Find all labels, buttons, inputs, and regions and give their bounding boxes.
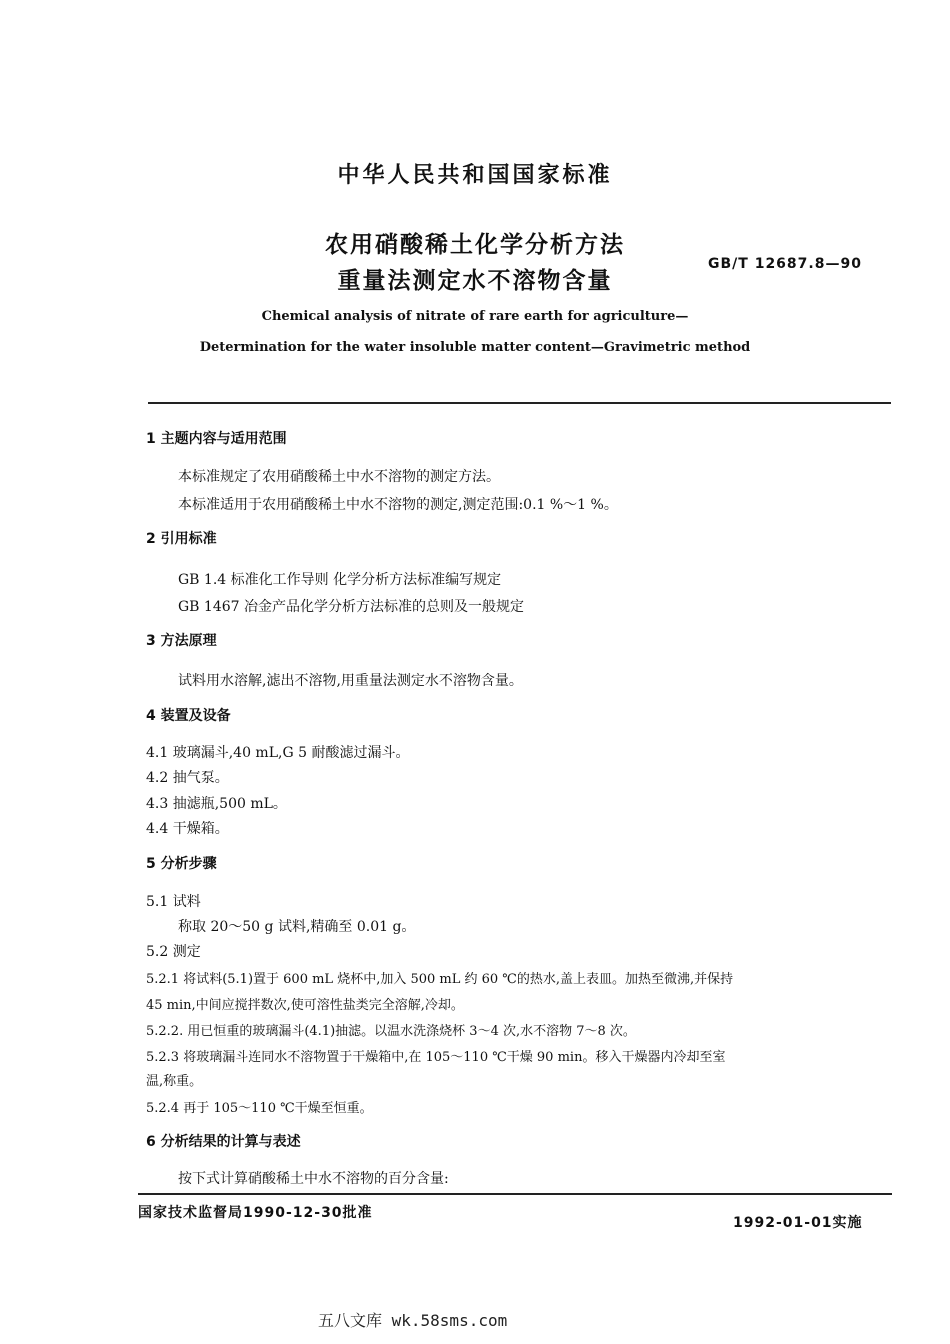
section-1-para1: 本标准规定了农用硝酸稀土中水不溶物的测定方法。 bbox=[178, 469, 500, 485]
section-5-2-4: 5.2.4 再于 105～110 ℃干燥至恒重。 bbox=[146, 1101, 373, 1116]
section-6-heading: 6 分析结果的计算与表述 bbox=[146, 1134, 301, 1150]
document-title-line1: 农用硝酸稀土化学分析方法 bbox=[325, 232, 625, 258]
standard-code: GB/T 12687.8—90 bbox=[708, 256, 862, 272]
document-title-line2: 重量法测定水不溶物含量 bbox=[337, 268, 613, 294]
header-divider bbox=[148, 402, 891, 404]
implementation-date: 1992-01-01实施 bbox=[733, 1215, 863, 1231]
section-4-item4: 4.4 干燥箱。 bbox=[146, 821, 229, 837]
section-1-para2: 本标准适用于农用硝酸稀土中水不溶物的测定,测定范围:0.1 %～1 %。 bbox=[178, 497, 618, 513]
section-6-para1: 按下式计算硝酸稀土中水不溶物的百分含量: bbox=[178, 1171, 449, 1187]
section-5-heading: 5 分析步骤 bbox=[146, 856, 217, 872]
section-5-2-3-line1: 5.2.3 将玻璃漏斗连同水不溶物置于干燥箱中,在 105～110 ℃干燥 90 min。移入干燥器内冷却至室 bbox=[146, 1050, 726, 1065]
section-4-item2: 4.2 抽气泵。 bbox=[146, 770, 229, 786]
footer-divider bbox=[138, 1193, 892, 1195]
english-title-line2: Determination for the water insoluble matter content—Gravimetric method bbox=[199, 340, 751, 355]
section-3-para1: 试料用水溶解,滤出不溶物,用重量法测定水不溶物含量。 bbox=[178, 673, 523, 689]
approval-date: 国家技术监督局1990-12-30批准 bbox=[138, 1205, 373, 1221]
section-2-heading: 2 引用标准 bbox=[146, 531, 217, 547]
section-4-item1: 4.1 玻璃漏斗,40 mL,G 5 耐酸滤过漏斗。 bbox=[146, 745, 410, 761]
section-1-heading: 1 主题内容与适用范围 bbox=[146, 431, 287, 447]
section-4-item3: 4.3 抽滤瓶,500 mL。 bbox=[146, 796, 287, 812]
section-4-heading: 4 装置及设备 bbox=[146, 708, 231, 724]
section-3-heading: 3 方法原理 bbox=[146, 633, 217, 649]
section-5-2-3-line2: 温,称重。 bbox=[146, 1074, 203, 1089]
section-5-2-heading: 5.2 测定 bbox=[146, 944, 201, 960]
section-2-ref1: GB 1.4 标准化工作导则 化学分析方法标准编写规定 bbox=[178, 572, 502, 588]
section-5-1-text: 称取 20～50 g 试料,精确至 0.01 g。 bbox=[178, 919, 416, 935]
watermark-text: 五八文库 wk.58sms.com bbox=[318, 1311, 508, 1330]
section-5-2-1-line1: 5.2.1 将试料(5.1)置于 600 mL 烧杯中,加入 500 mL 约 60 ℃的热水,盖上表皿。加热至微沸,并保持 bbox=[146, 972, 734, 987]
section-5-2-2: 5.2.2. 用已恒重的玻璃漏斗(4.1)抽滤。以温水洗涤烧杯 3～4 次,水不溶物 7～8 次。 bbox=[146, 1024, 636, 1039]
section-5-1-heading: 5.1 试料 bbox=[146, 894, 201, 910]
section-2-ref2: GB 1467 冶金产品化学分析方法标准的总则及一般规定 bbox=[178, 599, 524, 615]
section-5-2-1-line2: 45 min,中间应搅拌数次,使可溶性盐类完全溶解,冷却。 bbox=[146, 998, 464, 1013]
english-title-line1: Chemical analysis of nitrate of rare earth for agriculture— bbox=[261, 309, 689, 324]
national-standard-title: 中华人民共和国国家标准 bbox=[337, 163, 613, 188]
